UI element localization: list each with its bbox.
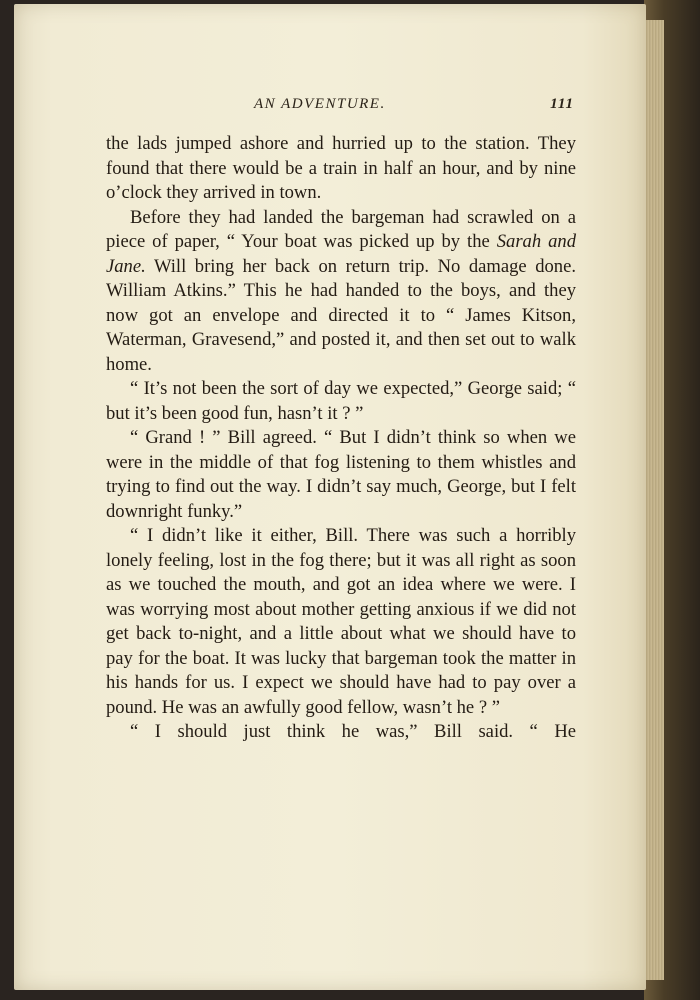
paragraph-3: “ It’s not been the sort of day we expected,” George said; “ but it’s been good fun, hasn’t it ? ” bbox=[106, 378, 576, 424]
page-header bbox=[14, 96, 646, 118]
paragraph-2 bbox=[106, 206, 576, 378]
page-number: 111 bbox=[550, 96, 574, 112]
boat-name: Sarah and Jane. bbox=[106, 231, 576, 277]
paragraph-2-part-b: Will bring her back on return trip. No damage done. William Atkins.” This he had handed to the boys, and they now got an envelope and directed it to “ James Kitson, Waterman, Gravesend,” and posted it, and then set out to walk home. bbox=[106, 255, 576, 375]
paragraph-4: “ Grand ! ” Bill agreed. “ But I didn’t think so when we were in the middle of that fog listening to them whistles and trying to find out the way. I didn’t say much, George, but I felt downright funky.” bbox=[106, 427, 576, 522]
body-text bbox=[106, 132, 576, 745]
paragraph-6: “ I should just think he was,” Bill said. “ He bbox=[130, 721, 576, 742]
paragraph-2-part-a: Before they had landed the bargeman had scrawled on a piece of paper, “ Your boat was picked up by the bbox=[106, 206, 576, 252]
paragraph-1: the lads jumped ashore and hurried up to the station. They found that there would be a train in half an hour, and by nine o’clock they arrived in town. bbox=[106, 133, 576, 203]
running-head: AN ADVENTURE. bbox=[254, 96, 386, 112]
paragraph-5: “ I didn’t like it either, Bill. There was such a horribly lonely feeling, lost in the fog there; but it was all right as soon as we touched the mouth, and got an idea where we were. I was worrying most about mother getting anxious if we did not get back to-night, and a little about what we should have to pay for the boat. It was lucky that bargeman took the matter in his hands for us. I expect we should have had to pay over a pound. He was an awfully good fellow, wasn’t he ? ” bbox=[106, 525, 576, 718]
book-page bbox=[14, 4, 646, 990]
page-stack-edge bbox=[646, 20, 664, 980]
